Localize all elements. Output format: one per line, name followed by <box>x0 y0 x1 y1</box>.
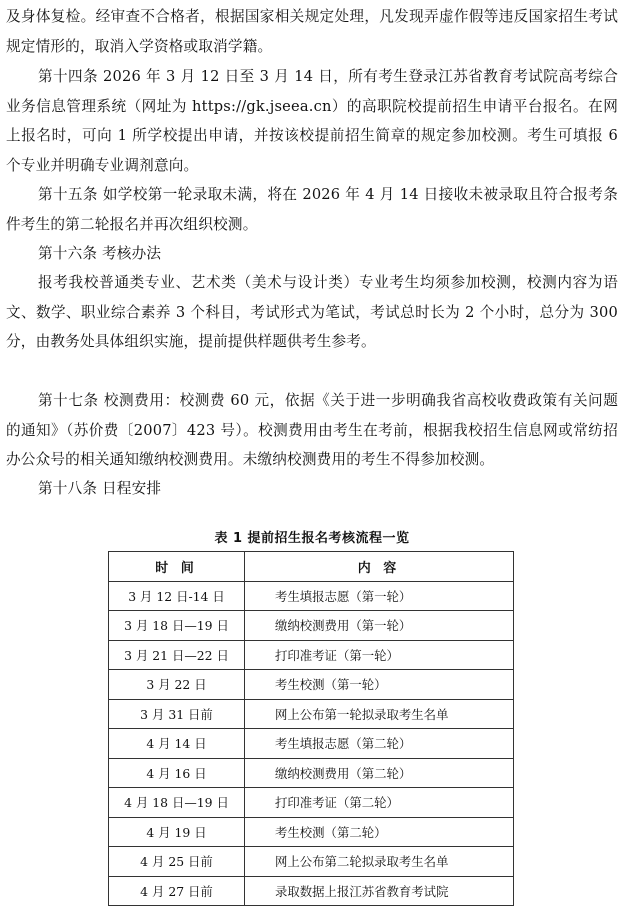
header-content: 内 容 <box>245 552 514 582</box>
row-time: 4 月 14 日 <box>109 729 245 759</box>
table-row <box>109 817 514 847</box>
table-row <box>109 670 514 700</box>
table-caption: 表 1 提前招生报名考核流程一览 <box>214 531 410 546</box>
table-row <box>109 729 514 759</box>
row-time: 4 月 19 日 <box>109 817 245 847</box>
row-time: 4 月 16 日 <box>109 758 245 788</box>
table-row <box>109 699 514 729</box>
row-content: 打印准考证（第二轮） <box>245 788 514 818</box>
table-row <box>109 640 514 670</box>
row-content: 考生校测（第一轮） <box>245 670 514 700</box>
row-time: 4 月 27 日前 <box>109 876 245 906</box>
row-content: 缴纳校测费用（第一轮） <box>245 611 514 641</box>
row-content: 网上公布第二轮拟录取考生名单 <box>245 847 514 877</box>
row-content: 打印准考证（第一轮） <box>245 640 514 670</box>
schedule-table-body <box>109 581 514 906</box>
row-content: 缴纳校测费用（第二轮） <box>245 758 514 788</box>
row-time: 4 月 18 日—19 日 <box>109 788 245 818</box>
article-16-body: 报考我校普通类专业、艺术类（美术与设计类）专业考生均须参加校测，校测内容为语文、数学、职业综合素养 3 个科目，考试形式为笔试，考试总时长为 2 个小时，总分为 300 分，由教务处具体组织实施，提前提供样题供考生参考。 <box>6 274 618 350</box>
table-row <box>109 876 514 906</box>
article-18-heading: 第十八条 日程安排 <box>38 480 162 497</box>
article-17: 第十七条 校测费用：校测费 60 元，依据《关于进一步明确我省高校收费政策有关问题的通知》（苏价费〔2007〕423 号）。校测费用由考生在考前，根据我校招生信息网或常纺招办公众号的相关通知缴纳校测费用。未缴纳校测费用的考生不得参加校测。 <box>6 392 618 468</box>
row-content: 网上公布第一轮拟录取考生名单 <box>245 699 514 729</box>
row-time: 3 月 18 日—19 日 <box>109 611 245 641</box>
row-content: 考生填报志愿（第一轮） <box>245 581 514 611</box>
row-content: 考生校测（第二轮） <box>245 817 514 847</box>
table-row <box>109 847 514 877</box>
table-row <box>109 758 514 788</box>
row-time: 3 月 31 日前 <box>109 699 245 729</box>
row-time: 3 月 12 日-14 日 <box>109 581 245 611</box>
table-row <box>109 611 514 641</box>
table-row <box>109 788 514 818</box>
article-16-heading: 第十六条 考核办法 <box>38 245 162 262</box>
header-time: 时 间 <box>109 552 245 582</box>
row-time: 4 月 25 日前 <box>109 847 245 877</box>
table-row <box>109 581 514 611</box>
schedule-table <box>108 551 514 906</box>
row-content: 录取数据上报江苏省教育考试院 <box>245 876 514 906</box>
row-time: 3 月 21 日—22 日 <box>109 640 245 670</box>
table-header-row <box>109 552 514 582</box>
row-content: 考生填报志愿（第二轮） <box>245 729 514 759</box>
article-15: 第十五条 如学校第一轮录取未满，将在 2026 年 4 月 14 日接收未被录取且符合报考条件考生的第二轮报名并再次组织校测。 <box>6 186 618 233</box>
article-14: 第十四条 2026 年 3 月 12 日至 3 月 14 日，所有考生登录江苏省教育考试院高考综合业务信息管理系统（网址为 https://gk.jseea.cn）的高职院校提前招生申请平台报名。在网上报名时，可向 1 所学校提出申请，并按该校提前招生简章的规定参加校测。考生可填报 6 个专业并明确专业调剂意向。 <box>6 68 618 174</box>
row-time: 3 月 22 日 <box>109 670 245 700</box>
paragraph-review: 及身体复检。经审查不合格者，根据国家相关规定处理，凡发现弄虚作假等违反国家招生考试规定情形的，取消入学资格或取消学籍。 <box>6 8 618 55</box>
